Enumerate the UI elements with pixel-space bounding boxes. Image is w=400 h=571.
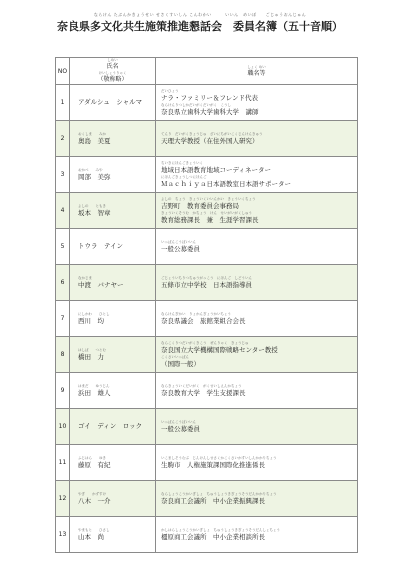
member-name: アダルシュ シャルマ <box>78 98 143 106</box>
member-role: 地域日本語教育地域コーディネーター <box>161 165 271 174</box>
member-role-cell <box>156 121 358 157</box>
member-role-cell <box>156 193 358 229</box>
member-name-cell <box>70 157 156 193</box>
member-name-ruby: はしば つとむ <box>78 347 106 352</box>
table-row <box>56 337 358 373</box>
member-name: 坂本 智章 <box>78 208 111 217</box>
member-name: 山本 尚 <box>78 532 104 541</box>
member-name-ruby: よしの ともき <box>78 203 106 208</box>
member-role: Ｍａｃｈｉｙａ日本語教室日本語サポーター <box>161 179 291 188</box>
member-role-ruby: ちいきにほんごきょういく <box>161 160 203 165</box>
title-ruby: ならけん たぶんかきょうせい せさくすいしん こんわかい いいん めいぼ ごじゅうおんじゅん <box>93 12 307 17</box>
member-name-ruby: おくしま みか <box>78 131 106 136</box>
member-no: 4 <box>56 193 70 229</box>
member-role-cell <box>156 445 358 481</box>
member-name-ruby: おかべ みや <box>78 167 103 172</box>
member-role: 奈良商工会議所 中小企業振興課長 <box>161 496 265 505</box>
header-name-ruby: しめい <box>107 58 118 62</box>
member-role-cell <box>156 229 358 265</box>
member-name-cell <box>70 193 156 229</box>
member-name: 岡部 美弥 <box>78 172 111 181</box>
member-role: （国際一般） <box>161 359 200 368</box>
member-name: トウラ テイン <box>78 242 124 250</box>
member-role-cell <box>156 265 358 301</box>
header-role-ruby: しょく めい <box>247 64 266 69</box>
member-name-cell <box>70 301 156 337</box>
member-role-cell <box>156 301 358 337</box>
member-name-ruby: やまもと ひさし <box>78 527 110 532</box>
member-no: 8 <box>56 337 70 373</box>
member-role: 一般公募委員 <box>161 244 200 253</box>
header-role-label: 職名等 <box>247 69 266 77</box>
member-role-ruby: てんり だいがくきょうじゅ ざいにちがいこくじんけんきゅう <box>161 131 263 136</box>
member-name-ruby: やぎ かずすけ <box>78 491 106 496</box>
member-no: 11 <box>56 445 70 481</box>
member-no: 10 <box>56 409 70 445</box>
member-no: 12 <box>56 481 70 517</box>
member-role-ruby: ならしょうこうかいぎしょ ちゅうしょうきぎょうそうだんかかりちょう <box>161 491 277 496</box>
member-name-cell <box>70 121 156 157</box>
member-role-cell <box>156 481 358 517</box>
table-row <box>56 229 358 265</box>
table-row <box>56 193 358 229</box>
header-honorific-ruby: けいしょうりゃく <box>98 71 127 75</box>
table-row <box>56 265 358 301</box>
member-name-cell <box>70 85 156 121</box>
member-role: 五條市立中学校 日本語指導員 <box>161 280 252 289</box>
member-name: 八木 一介 <box>78 496 111 505</box>
header-no: NO <box>56 58 70 85</box>
member-role-ruby: だいひょう <box>161 88 179 93</box>
member-name-cell <box>70 373 156 409</box>
table-row <box>56 85 358 121</box>
member-role-ruby: ならこくりつだいがくきこう ぜんりゃく きょうじゅ <box>161 340 249 345</box>
member-name-ruby: ふじはら ゆき <box>78 455 106 460</box>
member-name: 藤原 有紀 <box>78 460 111 469</box>
member-name-cell <box>70 337 156 373</box>
header-name-label: 氏名 <box>106 63 119 70</box>
member-role-ruby: いっぱんこうぼいいん <box>161 419 196 424</box>
header-role <box>156 58 358 85</box>
member-role-cell <box>156 517 358 553</box>
member-name-ruby: にしかわ ひとし <box>78 311 110 316</box>
table-row <box>56 445 358 481</box>
table-row <box>56 481 358 517</box>
member-name-cell <box>70 265 156 301</box>
member-role-ruby: こくさいいっぱん <box>161 354 189 359</box>
member-name: 橋田 力 <box>78 352 104 361</box>
member-role: 奈良県議会 旅館業組合会長 <box>161 316 246 325</box>
member-role-cell <box>156 157 358 193</box>
member-role-ruby: ならけんぎかい りょかんぎょうかいちょう <box>161 311 231 316</box>
member-role-ruby: ならきょういくだいがく がくせいしえんかちょう <box>161 383 242 388</box>
table-header-row <box>56 58 358 85</box>
member-role-cell <box>156 85 358 121</box>
member-role-ruby: よしの ちょう きょういくいいんかい きょういくちょう <box>161 196 256 201</box>
table-row <box>56 301 358 337</box>
table-row <box>56 121 358 157</box>
member-name: ゴイ ディン ロック <box>78 422 143 430</box>
page-title: 奈良県多文化共生施策推進懇話会 委員名簿（五十音順） <box>57 20 343 33</box>
member-name: 中渡 バナヤー <box>78 280 124 289</box>
member-role: 教育総務課長 兼 生涯学習課長 <box>161 215 259 224</box>
member-no: 1 <box>56 85 70 121</box>
member-role: 奈良教育大学 学生支援課長 <box>161 388 246 397</box>
table-row <box>56 517 358 553</box>
member-role-cell <box>156 409 358 445</box>
member-role-cell <box>156 373 358 409</box>
member-name: 奥島 美夏 <box>78 136 111 145</box>
header-honorific-label: （敬称略） <box>97 76 128 83</box>
member-no: 2 <box>56 121 70 157</box>
member-role-ruby: いっぱんこうぼいいん <box>161 239 196 244</box>
member-name-cell <box>70 445 156 481</box>
member-name-cell <box>70 409 156 445</box>
member-name-ruby: なかじま <box>78 275 92 280</box>
member-role: 生駒市 人権施策課国際化推進係長 <box>161 460 265 469</box>
member-no: 3 <box>56 157 70 193</box>
member-role: 橿原商工会議所 中小企業相談所長 <box>161 532 265 541</box>
member-no: 7 <box>56 301 70 337</box>
table-row <box>56 409 358 445</box>
member-role-ruby: かしはらしょうこうかいぎしょ ちゅうしょうきぎょうそうだんしょちょう <box>161 527 280 532</box>
member-name: 浜田 雄人 <box>78 388 111 397</box>
member-role-ruby: ごじょういちりつちゅうがっこう にほんご しどういん <box>161 275 252 280</box>
member-name-cell <box>70 517 156 553</box>
member-name-cell <box>70 229 156 265</box>
member-role-ruby: にほんごきょうしつにほんご <box>161 174 207 179</box>
header-name <box>70 58 156 85</box>
member-name-ruby: はまだ ゆうじん <box>78 383 110 388</box>
member-role: 天理大学教授（在住外国人研究） <box>161 136 259 145</box>
member-role: 一般公募委員 <box>161 424 200 433</box>
member-no: 6 <box>56 265 70 301</box>
member-role: 奈良国立大学機構国際戦略センター教授 <box>161 345 278 354</box>
member-no: 9 <box>56 373 70 409</box>
member-role-ruby: ならけんりつしかだいがくだいがく こうし <box>161 102 231 107</box>
member-role-cell <box>156 337 358 373</box>
member-role: 奈良県立歯科大学歯科大学 講師 <box>161 107 259 116</box>
member-role-ruby: いこましそうむぶ じんけんしせさくかこくさいかすいしんかかりちょう <box>161 455 277 460</box>
table-row <box>56 373 358 409</box>
member-role: ナラ・ファミリー＆フレンド代表 <box>161 93 258 102</box>
table-row <box>56 157 358 193</box>
member-no: 5 <box>56 229 70 265</box>
member-role-ruby: きょういくそうむ かちょう けん せいがいがくしゅう <box>161 210 252 215</box>
member-name: 西川 均 <box>78 316 104 325</box>
member-no: 13 <box>56 517 70 553</box>
member-roster-table <box>55 57 358 553</box>
member-name-cell <box>70 481 156 517</box>
member-role: 吉野町 教育委員会事務局 <box>161 201 239 210</box>
